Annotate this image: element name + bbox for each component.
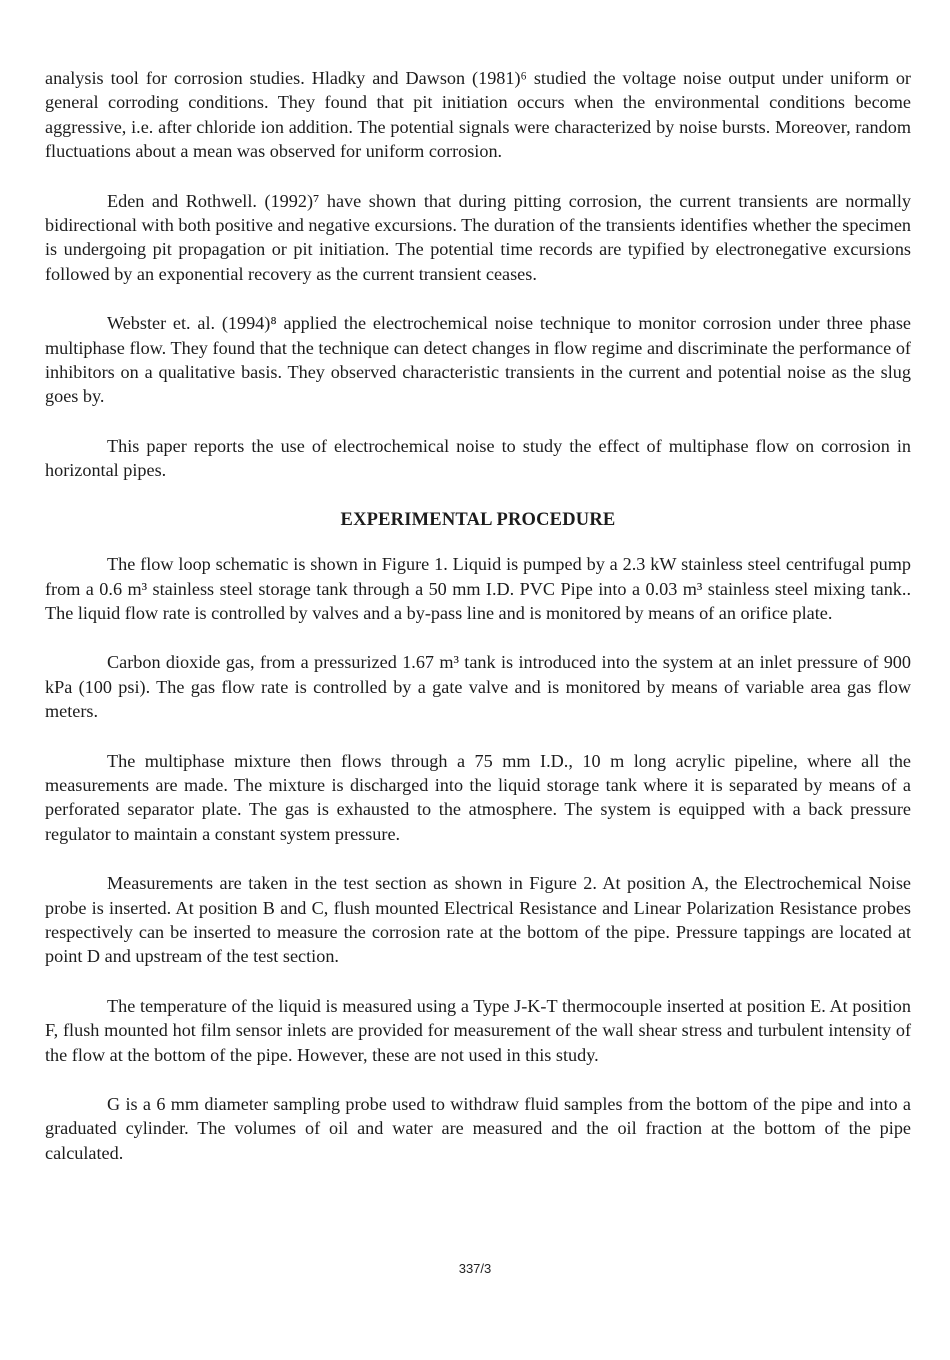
section-heading: EXPERIMENTAL PROCEDURE xyxy=(340,509,616,530)
paragraph-hladky-dawson: analysis tool for corrosion studies. Hladky and Dawson (1981)⁶ studied the voltage noise output under uniform or general corroding conditions. They found that pit initiation occurs when the environmental conditions become aggressive, i.e. after chloride ion addition. The potential signals were characterized by noise bursts. Moreover, random fluctuations about a mean was observed for uniform corrosion. xyxy=(45,68,911,162)
paragraph-eden-rothwell: Eden and Rothwell. (1992)⁷ have shown that during pitting corrosion, the current transients are normally bidirectional with both positive and negative excursions. The duration of the transients identifies whether the specimen is undergoing pit propagation or pit initiation. The potential time records are typified by electronegative excursions followed by an exponential recovery as the current transient ceases. xyxy=(45,190,911,284)
paragraph-sampling-probe: G is a 6 mm diameter sampling probe used to withdraw fluid samples from the bottom of the pipe and into a graduated cylinder. The volumes of oil and water are measured and the oil fraction at the bottom of the pipe calculated. xyxy=(45,1094,911,1163)
page-number: 337/3 xyxy=(458,1261,492,1276)
document-page xyxy=(45,66,911,1190)
paragraph-carbon-dioxide: Carbon dioxide gas, from a pressurized 1.67 m³ tank is introduced into the system at an inlet pressure of 900 kPa (100 psi). The gas flow rate is controlled by a gate valve and is monitored by means of variable area gas flow meters. xyxy=(45,652,911,722)
paragraph-measurements: Measurements are taken in the test section as shown in Figure 2. At position A, the Electrochemical Noise probe is inserted. At position B and C, flush mounted Electrical Resistance and Linear Polarization Resistance probes respectively can be inserted to measure the corrosion rate at the bottom of the pipe. Pressure tappings are located at point D and upstream of the test section. xyxy=(45,873,911,967)
paragraph-webster: Webster et. al. (1994)⁸ applied the electrochemical noise technique to monitor corrosion under three phase multiphase flow. They found that the technique can detect changes in flow regime and discriminate the performance of inhibitors on a qualitative basis. They observed characteristic transients in the current and potential noise as the slug goes by. xyxy=(45,313,911,407)
paragraph-flow-loop: The flow loop schematic is shown in Figure 1. Liquid is pumped by a 2.3 kW stainless steel centrifugal pump from a 0.6 m³ stainless steel storage tank through a 50 mm I.D. PVC Pipe into a 0.03 m³ stainless steel mixing tank.. The liquid flow rate is controlled by valves and a by-pass line and is monitored by means of an orifice plate. xyxy=(45,554,911,623)
paragraph-paper-scope: This paper reports the use of electrochemical noise to study the effect of multiphase flow on corrosion in horizontal pipes. xyxy=(45,435,911,481)
paragraph-multiphase-mixture: The multiphase mixture then flows through a 75 mm I.D., 10 m long acrylic pipeline, where all the measurements are made. The mixture is discharged into the liquid storage tank where it is separated by means of a perforated separator plate. The gas is exhausted to the atmosphere. The system is equipped with a back pressure regulator to maintain a constant system pressure. xyxy=(45,750,911,844)
paragraph-temperature: The temperature of the liquid is measured using a Type J-K-T thermocouple inserted at position E. At position F, flush mounted hot film sensor inlets are provided for measurement of the wall shear stress and turbulent intensity of the flow at the bottom of the pipe. However, these are not used in this study. xyxy=(45,995,911,1065)
